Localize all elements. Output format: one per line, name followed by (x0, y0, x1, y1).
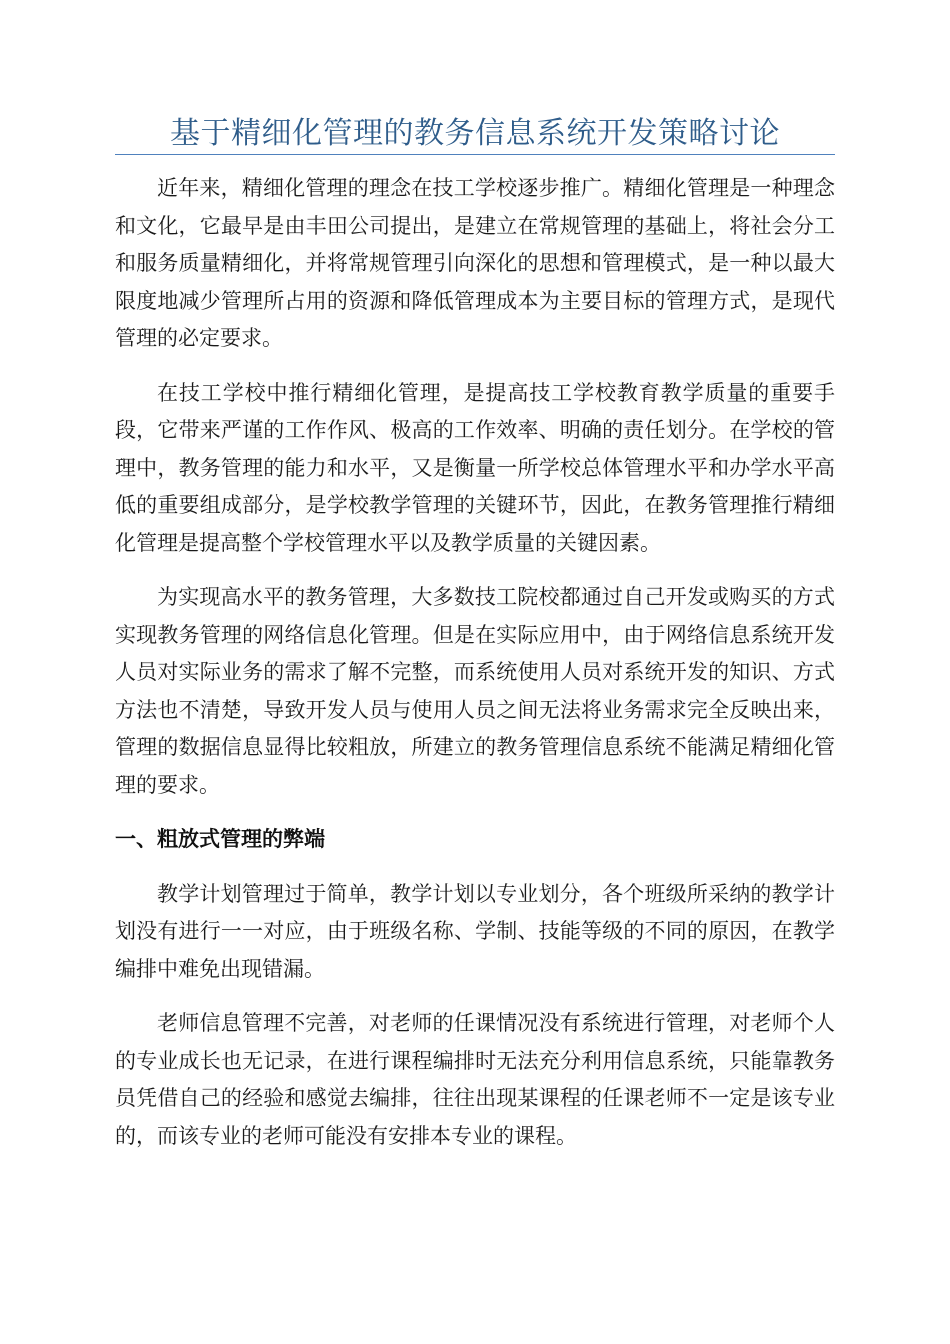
section1-paragraph-2: 老师信息管理不完善，对老师的任课情况没有系统进行管理，对老师个人的专业成长也无记录，在进行课程编排时无法充分利用信息系统，只能靠教务员凭借自己的经验和感觉去编排，往往出现某课程的任课老师不一定是该专业的，而该专业的老师可能没有安排本专业的课程。 (115, 1011, 835, 1148)
title-underline (115, 154, 835, 155)
paragraph-intro-1: 近年来，精细化管理的理念在技工学校逐步推广。精细化管理是一种理念和文化，它最早是由丰田公司提出，是建立在常规管理的基础上，将社会分工和服务质量精细化，并将常规管理引向深化的思想和管理模式，是一种以最大限度地减少管理所占用的资源和降低管理成本为主要目标的管理方式，是现代管理的必定要求。 (115, 176, 835, 350)
document-title: 基于精细化管理的教务信息系统开发策略讨论 (170, 116, 780, 151)
document-body (115, 170, 835, 1172)
section-heading-1: 一、粗放式管理的弊端 (115, 827, 325, 851)
paragraph-intro-3: 为实现高水平的教务管理，大多数技工院校都通过自己开发或购买的方式实现教务管理的网络信息化管理。但是在实际应用中，由于网络信息系统开发人员对实际业务的需求了解不完整，而系统使用人员对系统开发的知识、方式方法也不清楚，导致开发人员与使用人员之间无法将业务需求完全反映出来，管理的数据信息显得比较粗放，所建立的教务管理信息系统不能满足精细化管理的要求。 (115, 585, 835, 797)
section1-paragraph-1: 教学计划管理过于简单，教学计划以专业划分，各个班级所采纳的教学计划没有进行一一对应，由于班级名称、学制、技能等级的不同的原因，在教学编排中难免出现错漏。 (115, 881, 835, 981)
paragraph-intro-2: 在技工学校中推行精细化管理，是提高技工学校教育教学质量的重要手段，它带来严谨的工作作风、极高的工作效率、明确的责任划分。在学校的管理中，教务管理的能力和水平，又是衡量一所学校总体管理水平和办学水平高低的重要组成部分，是学校教学管理的关键环节，因此，在教务管理推行精细化管理是提高整个学校管理水平以及教学质量的关键因素。 (115, 380, 835, 555)
